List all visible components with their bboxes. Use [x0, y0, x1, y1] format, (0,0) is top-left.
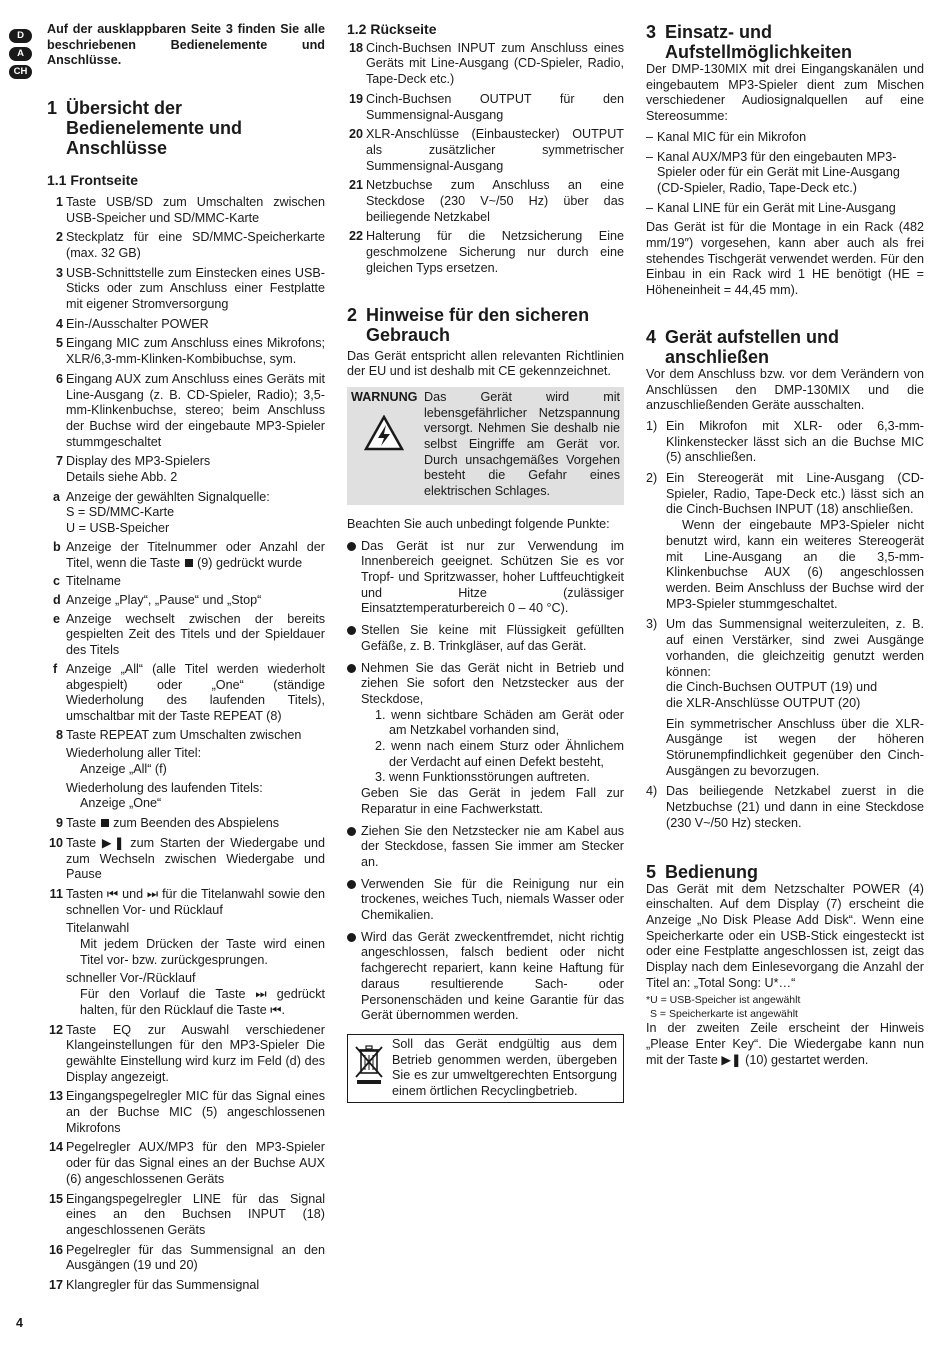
- list-item-text: Cinch-Buchsen OUTPUT für den Summensignal-Ausgang: [366, 91, 624, 122]
- list-item-22: [347, 229, 624, 276]
- list-item-9: 9 Taste zum Beenden des Abspielens: [55, 816, 280, 831]
- bullet-text: Stellen Sie keine mit Flüssigkeit gefüllten Gefäße, z. B. Trinkgläser, auf das Gerät.: [361, 623, 624, 653]
- column-2: [347, 22, 624, 1103]
- list-item-number: 19: [348, 91, 363, 106]
- high-voltage-warning-icon: [364, 415, 404, 451]
- stop-icon: [101, 819, 109, 827]
- list-item-20: [347, 127, 624, 174]
- skip-forward-icon: ⏭: [255, 987, 267, 1002]
- list-item-text: Eingang MIC zum Anschluss eines Mikrofons; XLR/6,3-mm-Klinken-Kombibuchse, sym.: [66, 336, 325, 367]
- list-item-text: Cinch-Buchsen INPUT zum Anschluss eines Geräts mit Line-Ausgang (CD-Spieler, Radio, Tape-Deck etc.): [366, 40, 624, 87]
- item-11-text: Tasten: [66, 886, 104, 901]
- list-item-11: 11 Tasten ⏮ und ⏭ für die Titelanwahl sowie den schnellen Vor- und Rücklauf Titelanwahl Mit jedem Drücken der Taste wird einen Titel vor- bzw. zurückgesprungen. schneller Vor-/Rücklauf Für den Vorlauf die Taste ⏭ gedrückt halten, für den Rücklauf die Taste ⏮.: [49, 886, 326, 1017]
- step-line: die XLR-Anschlüsse OUTPUT (20): [666, 695, 861, 710]
- item-7b-text-end: (9) gedrückt wurde: [197, 555, 303, 570]
- list-item-14: [47, 1140, 325, 1187]
- item-11-line2: Mit jedem Drücken der Taste wird einen Titel vor- bzw. zurückgesprungen.: [80, 937, 325, 967]
- item-8-line2: Anzeige „All“ (f): [80, 762, 167, 777]
- item-11-line4-end: .: [281, 1002, 286, 1017]
- column-3: [646, 22, 924, 1069]
- dash-item: – Kanal LINE für ein Gerät mit Line-Ausgang: [646, 200, 896, 215]
- section-5-tail: [646, 1021, 924, 1068]
- safety-note: Beachten Sie auch unbedingt folgende Punkte:: [347, 516, 610, 531]
- intro-text: Auf der ausklappbaren Seite 3 finden Sie alle beschriebenen Bedienelemente und Anschlüsse.: [47, 22, 325, 68]
- item-9-text: Taste: [66, 816, 97, 831]
- step-text-more: Wenn der eingebaute MP3-Spieler nicht benutzt wird, kann ein weiteres Stereogerät mit Line-Ausgang an die 3,5-mm-Klinkenbuchse AUX (6) angeschlossen werden. Beim Anschluss der Buchse wird der MP3-Spieler stummgeschaltet.: [666, 518, 924, 611]
- list-item-number: 15: [48, 1191, 63, 1206]
- item-10-text: Taste: [66, 835, 97, 850]
- bullet-sublist-item: 1. wenn sichtbare Schäden am Gerät oder am Netzkabel vorhanden sind,: [375, 707, 624, 738]
- list-item-text: Taste USB/SD zum Umschalten zwischen USB-Speicher und SD/MMC-Karte: [66, 194, 325, 225]
- item-8-line4: Anzeige „One“: [80, 796, 162, 811]
- item-11-and: und: [122, 886, 144, 901]
- list-item-7a: a Anzeige der gewählten Signalquelle: S = SD/MMC-Karte U = USB-Speicher: [47, 490, 325, 537]
- step-text-more: Ein symmetrischer Anschluss über die XLR-Ausgänge ist wegen der höheren Störunempfindlichkeit gegenüber den Cinch-Ausgängen zu bevorzugen.: [666, 716, 924, 778]
- section-1-heading: [47, 98, 325, 158]
- item-11-line1: Titelanwahl: [66, 921, 130, 936]
- bullet-sublist-item: 3. wenn Funktionsstörungen auftreten.: [375, 770, 590, 785]
- section-number: 4: [646, 326, 657, 347]
- list-item-number: 2: [55, 230, 63, 245]
- list-item-15: [47, 1192, 325, 1239]
- footnote-1: *U = USB-Speicher ist angewählt: [646, 994, 801, 1007]
- item-7d-text: Anzeige „Play“, „Pause“ und „Stop“: [66, 592, 262, 607]
- footnote-2: S = Speicherkarte ist angewählt: [650, 1008, 798, 1021]
- item-11-line4-text: Für den Vorlauf die Taste: [80, 987, 246, 1002]
- item-11-line3: schneller Vor-/Rücklauf: [66, 971, 196, 986]
- page-number: 4: [16, 1316, 23, 1330]
- subsection-front-heading: 1.1 Frontseite: [47, 172, 139, 189]
- recycling-text: Soll das Gerät endgültig aus dem Betrieb genommen werden, übergeben Sie es zur umweltgerechten Entsorgung einem örtlichen Recyclingbetrieb.: [392, 1036, 617, 1099]
- play-pause-icon: ▶❚: [101, 835, 125, 850]
- section-5-heading: [646, 862, 924, 882]
- list-item-text: XLR-Anschlüsse (Einbaustecker) OUTPUT als zusätzlicher symmetrischer Summensignal-Ausgang: [366, 127, 624, 173]
- item-7c-text: Titelname: [66, 574, 121, 589]
- item-11-text-end: für die Titelanwahl sowie den schnellen Vor- und Rücklauf: [66, 886, 326, 917]
- bullet-item: [347, 930, 624, 1024]
- bullet-text: Nehmen Sie das Gerät nicht in Betrieb und ziehen Sie sofort den Netzstecker aus der Steckdose,: [361, 660, 624, 706]
- item-11-line4: [66, 987, 325, 1018]
- list-item-12: [47, 1023, 325, 1086]
- list-item-3: [47, 266, 325, 313]
- item-7f-text: Anzeige „All“ (alle Titel werden wiederholt abgespielt) oder „One“ (ständige Wiederholung des laufenden Titels), umschaltbar mit der Taste REPEAT (8): [66, 661, 325, 723]
- lang-badge-ch: CH: [9, 65, 32, 79]
- item-10-text-end: zum Starten der Wiedergabe und zum Wechseln zwischen Wiedergabe und Pause: [66, 835, 326, 882]
- section-title: Gerät aufstellen und anschließen: [665, 326, 840, 367]
- bullet-item: [347, 661, 624, 818]
- step-2: 2) Ein Stereogerät mit Line-Ausgang (CD-Spieler, Radio, Tape-Deck etc.) lässt sich an die Cinch-Buchsen INPUT (18) anschließen. Wenn der eingebaute MP3-Spieler nicht benutzt wird, kann ein weiteres Stereogerät mit Line-Ausgang an die 3,5-mm-Klinkenbuchse AUX (6) angeschlossen werden. Beim Anschluss der Buchse wird der MP3-Spieler stummgeschaltet.: [646, 471, 924, 611]
- list-item-text: USB-Schnittstelle zum Einstecken eines USB-Sticks oder zum Anschluss einer Festplatte mit eigener Stromversorgung: [66, 265, 325, 312]
- list-item-text: Halterung für die Netzsicherung Eine geschmolzene Sicherung nur durch eine gleichen Typs ersetzen.: [366, 229, 624, 275]
- item-11-line4-mid: gedrückt halten, für den Rücklauf die Taste: [80, 987, 326, 1017]
- list-item-7b: b Anzeige der Titelnummer oder Anzahl der Titel, wenn die Taste (9) gedrückt wurde: [53, 539, 325, 570]
- lang-badge-a: A: [9, 47, 32, 61]
- list-item-13: [47, 1089, 325, 1136]
- bullet-text: Wird das Gerät zweckentfremdet, nicht richtig angeschlossen, falsch bedient oder nicht fachgerecht repariert, kann keine Haftung für daraus resultierende Sach- oder Personenschäden und keine Garantie für das Gerät übernommen werden.: [361, 929, 624, 1023]
- list-item-number: 1: [55, 194, 63, 209]
- item-7-head: Display des MP3-Spielers: [66, 454, 211, 469]
- warning-text: Das Gerät wird mit lebensgefährlicher Netzspannung versorgt. Nehmen Sie deshalb nie selbst Eingriffe am Gerät vor. Durch unsachgemäßes Vorgehen besteht die Gefahr eines elektrischen Schlages.: [424, 389, 620, 499]
- list-item-text: Klangregler für das Summensignal: [66, 1278, 260, 1293]
- list-item-text: Taste EQ zur Auswahl verschiedener Klangeinstellungen für den MP3-Spieler Die gewählte Einstellung wird kurz im Feld (d) des Display angezeigt.: [66, 1022, 325, 1084]
- list-item-10: 10 Taste ▶❚ zum Starten der Wiedergabe und zum Wechseln zwischen Wiedergabe und Pause: [48, 835, 326, 882]
- warning-box: [347, 387, 624, 505]
- item-7b-text: Anzeige der Titelnummer oder Anzahl der Titel, wenn die Taste: [66, 539, 325, 570]
- item-7a-line2: U = USB-Speicher: [66, 521, 170, 536]
- dash-item: – Kanal MIC für ein Mikrofon: [646, 129, 807, 144]
- section-number: 5: [646, 861, 657, 882]
- list-item-text: Eingang AUX zum Anschluss eines Geräts mit Line-Ausgang (z. B. CD-Spieler, Radio); 3,5-mm-Klinkenbuchse, stereo; beim Anschluss der Buchse wird der eingebaute MP3-Spieler stummgeschaltet: [66, 371, 325, 449]
- bullet-item: [347, 877, 624, 924]
- list-item-18: [347, 41, 624, 88]
- dash-item-text: Kanal MIC für ein Mikrofon: [657, 129, 807, 144]
- list-item-number: 18: [348, 40, 363, 55]
- item-7e-text: Anzeige wechselt zwischen der bereits gespielten Zeit des Titels und der Spieldauer des Titels: [66, 611, 325, 658]
- list-item-8: 8 Taste REPEAT zum Umschalten zwischen Wiederholung aller Titel: Anzeige „All“ (f) Wiederholung des laufenden Titels: Anzeige „One“: [47, 728, 325, 813]
- section-4-heading: [646, 327, 924, 367]
- item-8-line3: Wiederholung des laufenden Titels:: [66, 780, 263, 795]
- list-item-text: Ein-/Ausschalter POWER: [66, 316, 209, 331]
- lang-badge-d: D: [9, 29, 32, 43]
- list-item-7: 7 Display des MP3-Spielers Details siehe Abb. 2: [47, 454, 325, 485]
- list-item-text: Netzbuchse zum Anschluss an eine Steckdose (230 V~/50 Hz) über das beiliegende Netzkabel: [366, 178, 624, 224]
- step-text: Ein Mikrofon mit XLR- oder 6,3-mm-Klinkenstecker lässt sich an die Buchse MIC (5) anschließen.: [666, 418, 924, 465]
- section-title: Einsatz- und Aufstellmöglichkeiten: [665, 22, 853, 62]
- list-item-text: Pegelregler für das Summensignal an den Ausgängen (19 und 20): [66, 1242, 325, 1273]
- bullet-item: [347, 824, 624, 871]
- recycling-notice: [347, 1034, 624, 1103]
- section-4-intro: Vor dem Anschluss bzw. vor dem Verändern von Anschlüssen den DMP-130MIX und die anzuschließenden Geräte ausschalten.: [646, 366, 924, 413]
- bullet-item: [347, 623, 624, 654]
- step-4: 4) Das beiliegende Netzkabel zuerst in die Netzbuchse (21) und dann in eine Steckdose (230 V~/50 Hz) stecken.: [646, 784, 924, 830]
- list-item-text: Steckplatz für eine SD/MMC-Speicherkarte (max. 32 GB): [66, 230, 325, 260]
- step-3: 3) Um das Summensignal weiterzuleiten, z. B. auf einen Verstärker, sind zwei Ausgänge vorhanden, die gleichzeitig genutzt werden können: die Cinch-Buchsen OUTPUT (19) und die XLR-Anschlüsse OUTPUT (20) Ein symmetrischer Anschluss über die XLR-Ausgänge ist wegen der höheren Störunempfindlichkeit gegenüber den Cinch-Ausgängen zu bevorzugen.: [646, 617, 924, 778]
- section-title: Übersicht der Bedienelemente und Anschlüsse: [66, 98, 243, 159]
- dash-item-text: Kanal LINE für ein Gerät mit Line-Ausgang: [657, 200, 896, 215]
- list-item-7e: e Anzeige wechselt zwischen der bereits gespielten Zeit des Titels und der Spieldauer des Titels: [53, 611, 325, 658]
- list-item-21: [347, 178, 624, 225]
- step-1: 1) Ein Mikrofon mit XLR- oder 6,3-mm-Klinkenstecker lässt sich an die Buchse MIC (5) anschließen.: [646, 418, 924, 465]
- skip-forward-icon: ⏭: [146, 886, 159, 901]
- step-text: Um das Summensignal weiterzuleiten, z. B. auf einen Verstärker, sind zwei Ausgänge vorhanden, die gleichzeitig genutzt werden können:: [666, 617, 924, 679]
- bullet-item: [347, 539, 624, 618]
- section-3-paragraph: Das Gerät ist für die Montage in ein Rack (482 mm/19″) vorgesehen, kann aber auch als frei stehendes Tischgerät verwendet werden. Für den Einbau in ein Rack wird 1 HE benötigt (HE = Höheneinheit = 44,45 mm).: [646, 220, 924, 298]
- list-item-7f: f Anzeige „All“ (alle Titel werden wiederholt abgespielt) oder „One“ (ständige Wiederholung des laufenden Titels), umschaltbar mit der Taste REPEAT (8): [53, 661, 325, 723]
- list-item-text: Eingangspegelregler LINE für das Signal eines an den Buchsen INPUT (18) angeschlossenen Geräts: [66, 1191, 325, 1237]
- skip-back-icon: ⏮: [106, 886, 119, 901]
- section-3-intro: Der DMP-130MIX mit drei Eingangskanälen und eingebautem MP3-Spieler dient zum Mischen verschiedener Audiosignalquellen auf eine Stereosumme:: [646, 62, 924, 124]
- list-item-19: [347, 92, 624, 123]
- item-7a-head: Anzeige der gewählten Signalquelle:: [66, 489, 270, 504]
- list-item-text: Eingangspegelregler MIC für das Signal eines an der Buchse MIC (5) angeschlossenen Mikrofons: [66, 1089, 325, 1135]
- stop-icon: [185, 559, 193, 567]
- item-8-line1: Wiederholung aller Titel:: [66, 746, 202, 761]
- section-title: Bedienung: [665, 861, 758, 882]
- section-title: Hinweise für den sicheren Gebrauch: [366, 304, 590, 345]
- rear-items-list: [347, 41, 624, 277]
- section-5-tail-text: In der zweiten Zeile erscheint der Hinweis „Please Enter Key“. Die Wiedergabe kann nun mit der Taste: [646, 1021, 924, 1067]
- list-item-number: 5: [55, 336, 63, 351]
- dash-item: – Kanal AUX/MP3 für den eingebauten MP3-Spieler oder für ein Gerät mit Line-Ausgang (CD-Spieler, Radio, Tape-Deck etc.): [646, 149, 900, 195]
- list-item-number: 12: [48, 1022, 63, 1037]
- bullet-text: Das Gerät ist nur zur Verwendung im Innenbereich geeignet. Schützen Sie es vor Tropf- und Spritzwasser, hoher Luftfeuchtigkeit und Hitze (zulässiger Einsatztemperaturbereich 0 – 40 °C).: [361, 538, 624, 616]
- list-item-number: 14: [48, 1140, 63, 1155]
- list-item-2: [47, 230, 325, 261]
- item-8-head: Taste REPEAT zum Umschalten zwischen: [66, 727, 302, 742]
- list-item-number: 13: [48, 1089, 63, 1104]
- list-item-6: [47, 372, 325, 451]
- section-2-intro: Das Gerät entspricht allen relevanten Richtlinien der EU und ist deshalb mit CE gekennzeichnet.: [347, 348, 624, 379]
- list-item-16: [47, 1243, 325, 1274]
- list-item-text: Pegelregler AUX/MP3 für den MP3-Spieler oder für das Signal eines an der Buchse AUX (6) angeschlossenen Geräts: [66, 1140, 325, 1186]
- list-item-1: [47, 195, 325, 226]
- subsection-rear-heading: 1.2 Rückseite: [347, 21, 437, 37]
- section-number: 3: [646, 22, 657, 42]
- list-item-number: 16: [48, 1242, 63, 1257]
- step-text: Das beiliegende Netzkabel zuerst in die Netzbuchse (21) und dann in eine Steckdose (230 V~/50 Hz) stecken.: [666, 784, 924, 830]
- skip-back-icon: ⏮: [270, 1002, 282, 1017]
- front-items-list: [47, 195, 325, 451]
- play-pause-icon: ▶❚: [721, 1052, 742, 1067]
- warning-label: WARNUNG: [351, 389, 418, 404]
- list-item-number: 21: [348, 178, 363, 193]
- item-9-text-end: zum Beenden des Abspielens: [113, 816, 280, 831]
- section-number: 2: [347, 304, 358, 325]
- step-line: die Cinch-Buchsen OUTPUT (19) und: [666, 680, 878, 695]
- list-item-number: 22: [348, 229, 363, 244]
- bullet-sublist-item: 2. wenn nach einem Sturz oder Ähnlichem der Verdacht auf einen Defekt besteht,: [375, 739, 624, 769]
- list-item-5: [47, 336, 325, 367]
- section-5-paragraph: Das Gerät mit dem Netzschalter POWER (4) einschalten. Auf dem Display (7) erscheint die Anzeige „No Disk Please Add Disk“. Wenn eine Speicherkarte oder ein USB-Stick eingesteckt ist oder eine Festplatte angeschlossen ist, zeigt das Display nach dem Einlesevorgang die Anzahl der Titel an: „Total Song: U*…“: [646, 881, 924, 990]
- column-1: [47, 22, 325, 1298]
- list-item-7c: c Titelname: [53, 574, 121, 589]
- list-item-number: 6: [55, 371, 63, 386]
- crossed-out-bin-icon: [354, 1043, 384, 1085]
- list-item-17: [47, 1278, 325, 1294]
- bullet-text: Geben Sie das Gerät in jedem Fall zur Reparatur in eine Fachwerkstatt.: [361, 786, 624, 816]
- list-item-number: 17: [48, 1278, 63, 1293]
- section-2-heading: [347, 305, 624, 345]
- item-7-sub: Details siehe Abb. 2: [66, 470, 178, 485]
- item-7a-line1: S = SD/MMC-Karte: [66, 505, 175, 520]
- bullet-text: Ziehen Sie den Netzstecker nie am Kabel aus der Steckdose, fassen Sie immer am Stecker an.: [361, 823, 624, 869]
- bullet-text: Verwenden Sie für die Reinigung nur ein trockenes, weiches Tuch, niemals Wasser oder Chemikalien.: [361, 876, 624, 923]
- list-item-number: 3: [55, 265, 63, 280]
- section-number: 1: [47, 98, 58, 119]
- step-text: Ein Stereogerät mit Line-Ausgang (CD-Spieler, Radio, Tape-Deck etc.) lässt sich an die Cinch-Buchsen INPUT (18) anschließen.: [666, 471, 924, 517]
- list-item-4: [47, 317, 325, 333]
- list-item-number: 20: [348, 127, 363, 142]
- section-5-tail-end: (10) gestartet werden.: [745, 1052, 869, 1067]
- list-item-number: 4: [55, 316, 63, 331]
- dash-item-text: Kanal AUX/MP3 für den eingebauten MP3-Spieler oder für ein Gerät mit Line-Ausgang (CD-Spieler, Radio, Tape-Deck etc.): [657, 149, 900, 195]
- section-3-heading: [646, 22, 924, 62]
- list-item-7d: d Anzeige „Play“, „Pause“ und „Stop“: [53, 592, 262, 607]
- front-items-list-continued: [47, 1023, 325, 1294]
